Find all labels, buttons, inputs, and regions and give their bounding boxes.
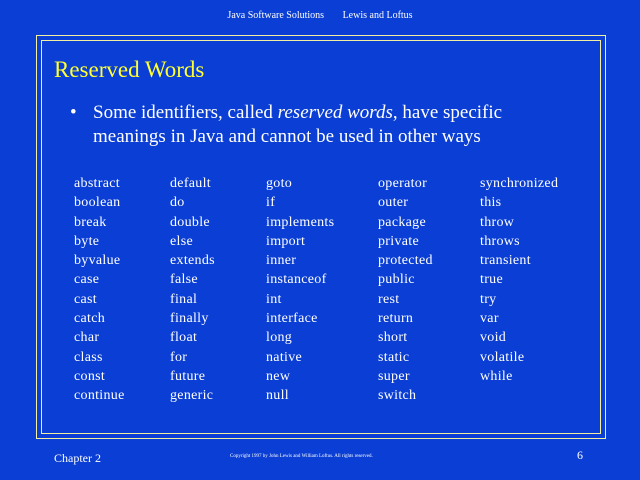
- reserved-word: goto: [266, 176, 293, 191]
- reserved-word: boolean: [74, 195, 121, 211]
- reserved-word: continue: [74, 388, 125, 404]
- authors: Lewis and Loftus: [342, 10, 413, 21]
- word-column-1: [74, 174, 125, 406]
- book-title: Java Software Solutions: [227, 10, 325, 21]
- word-column-5: [480, 174, 558, 386]
- reserved-word: throw: [480, 214, 515, 230]
- reserved-word: volatile: [480, 349, 525, 365]
- reserved-word: operator: [378, 176, 428, 191]
- reserved-word: outer: [378, 195, 409, 211]
- bullet-suffix: , have specific meanings in Java and cannot be used in other ways: [93, 102, 503, 147]
- reserved-word: transient: [480, 253, 531, 269]
- reserved-word: return: [378, 311, 414, 327]
- chapter-label: Chapter 2: [54, 451, 101, 465]
- reserved-word: double: [170, 214, 210, 230]
- reserved-word: do: [170, 195, 185, 211]
- word-column-4: [378, 174, 433, 406]
- bullet-icon: •: [70, 102, 77, 123]
- reserved-word: extends: [170, 253, 215, 269]
- reserved-word: int: [266, 291, 282, 307]
- reserved-word: false: [170, 272, 198, 288]
- copyright-notice: Copyright 1997 by John Lewis and William Loftus. All rights reserved.: [230, 454, 373, 459]
- reserved-word: future: [170, 368, 206, 384]
- reserved-word: if: [266, 195, 276, 211]
- slide-header: [0, 10, 640, 21]
- reserved-word: short: [378, 330, 408, 346]
- slide-title: Reserved Words: [54, 57, 205, 82]
- reserved-word: native: [266, 349, 303, 365]
- reserved-word: cast: [74, 291, 97, 307]
- reserved-word: private: [378, 233, 419, 249]
- reserved-word: default: [170, 176, 211, 191]
- reserved-word: for: [170, 349, 188, 365]
- reserved-word: this: [480, 195, 502, 211]
- bullet-text: [93, 101, 573, 149]
- reserved-word: try: [480, 291, 497, 307]
- reserved-word: true: [480, 272, 503, 288]
- reserved-word: void: [480, 330, 507, 346]
- reserved-word: new: [266, 368, 291, 384]
- reserved-word: const: [74, 368, 106, 384]
- reserved-word: null: [266, 388, 289, 404]
- reserved-word: else: [170, 233, 193, 249]
- reserved-word: long: [266, 330, 293, 346]
- page-number: 6: [577, 448, 583, 462]
- reserved-word: while: [480, 368, 513, 384]
- reserved-word: implements: [266, 214, 335, 230]
- reserved-word: package: [378, 214, 426, 230]
- reserved-word: catch: [74, 311, 106, 327]
- reserved-word: throws: [480, 233, 520, 249]
- reserved-word: final: [170, 291, 198, 307]
- reserved-word: super: [378, 368, 410, 384]
- reserved-word: import: [266, 233, 306, 249]
- reserved-word: static: [378, 349, 410, 365]
- reserved-word: public: [378, 272, 415, 288]
- bullet-prefix: Some identifiers, called: [93, 102, 278, 123]
- reserved-word: synchronized: [480, 176, 559, 191]
- reserved-word: var: [480, 311, 499, 327]
- reserved-word: abstract: [74, 176, 120, 191]
- reserved-word: float: [170, 330, 198, 346]
- word-column-2: [170, 174, 215, 406]
- bullet-emphasis: reserved words: [277, 102, 393, 123]
- reserved-word: char: [74, 330, 100, 346]
- reserved-word: class: [74, 349, 103, 365]
- reserved-word: byvalue: [74, 253, 121, 269]
- reserved-word: protected: [378, 253, 433, 269]
- reserved-word: instanceof: [266, 272, 327, 288]
- word-column-3: [266, 174, 334, 406]
- reserved-word: inner: [266, 253, 297, 269]
- reserved-word: interface: [266, 311, 318, 327]
- reserved-word: byte: [74, 233, 100, 249]
- reserved-word: generic: [170, 388, 214, 404]
- reserved-word: rest: [378, 291, 400, 307]
- reserved-word: case: [74, 272, 100, 288]
- reserved-word: switch: [378, 388, 417, 404]
- reserved-word: finally: [170, 311, 209, 327]
- reserved-word: break: [74, 214, 107, 230]
